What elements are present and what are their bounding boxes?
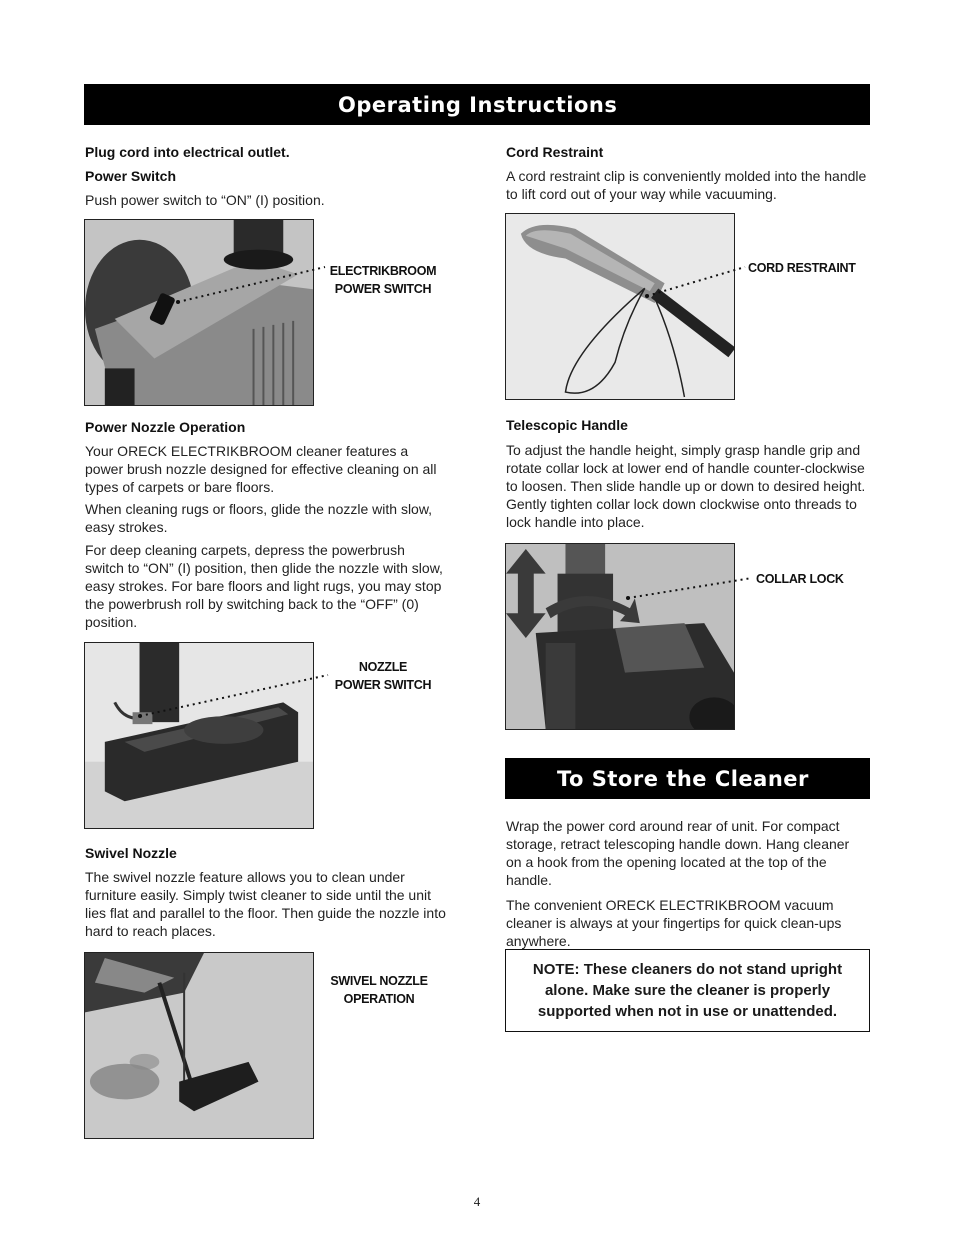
cord-restraint-text: A cord restraint clip is conveniently molded into the handle to lift cord out of your way while vacuuming. <box>506 168 867 202</box>
telescopic-handle-text: To adjust the handle height, simply grasp handle grip and rotate collar lock at lower end of handle counter-clockwise to loosen. Then slide handle up or down to desired height. Gently tighten collar lock down clockwise onto threads to lock handle into place. <box>506 442 866 530</box>
page-number: 4 <box>473 1194 481 1209</box>
telescopic-handle-heading: Telescopic Handle <box>506 417 628 433</box>
nozzle-callout-line2: POWER SWITCH <box>334 678 432 692</box>
operating-instructions-title: Operating Instructions <box>338 92 618 117</box>
swivel-callout-line2: OPERATION <box>343 992 415 1006</box>
power-switch-callout-line2: POWER SWITCH <box>334 282 432 296</box>
nozzle-paragraph-2: When cleaning rugs or floors, glide the nozzle with slow, easy strokes. <box>85 501 433 535</box>
swivel-text: The swivel nozzle feature allows you to clean under furniture easily. Simply twist cleaner to side until the unit lies flat and parallel to the floor. Then guide the nozzle into hard to reach places. <box>85 869 446 939</box>
nozzle-heading: Power Nozzle Operation <box>85 419 246 435</box>
power-switch-callout-line1: ELECTRIKBROOM <box>329 264 437 278</box>
swivel-heading: Swivel Nozzle <box>85 845 177 861</box>
power-switch-text: Push power switch to “ON” (I) position. <box>85 192 325 208</box>
nozzle-callout-line1: NOZZLE <box>358 660 408 674</box>
power-switch-heading: Power Switch <box>85 168 177 184</box>
store-cleaner-banner <box>505 758 870 799</box>
store-paragraph-2: The convenient ORECK ELECTRIKBROOM vacuum cleaner is always at your fingertips for quick clean-ups anywhere. <box>506 897 842 949</box>
cord-restraint-callout: CORD RESTRAINT <box>748 261 856 275</box>
store-cleaner-title: To Store the Cleaner <box>557 766 809 791</box>
safety-note-box <box>505 949 870 1032</box>
cord-restraint-heading: Cord Restraint <box>506 144 604 160</box>
nozzle-paragraph-1: Your ORECK ELECTRIKBROOM cleaner features a power brush nozzle designed for effective cleaning on all types of carpets or bare floors. <box>85 443 437 495</box>
safety-note-text: NOTE: These cleaners do not stand upright alone. Make sure the cleaner is properly supported when not in use or unattended. <box>532 961 843 1020</box>
swivel-callout-line1: SWIVEL NOZZLE <box>330 974 428 988</box>
nozzle-paragraph-3: For deep cleaning carpets, depress the powerbrush switch to “ON” (I) position, then glide the nozzle with slow, easy strokes. For bare floors and light rugs, you may stop the powerbrush roll by switching back to the “OFF” (0) position. <box>85 542 443 630</box>
store-paragraph-1: Wrap the power cord around rear of unit. For compact storage, retract telescoping handle down. Hang cleaner on a hook from the opening located at the top of the handle. <box>506 818 850 888</box>
plug-heading: Plug cord into electrical outlet. <box>85 144 290 160</box>
collar-lock-callout: COLLAR LOCK <box>756 572 844 586</box>
